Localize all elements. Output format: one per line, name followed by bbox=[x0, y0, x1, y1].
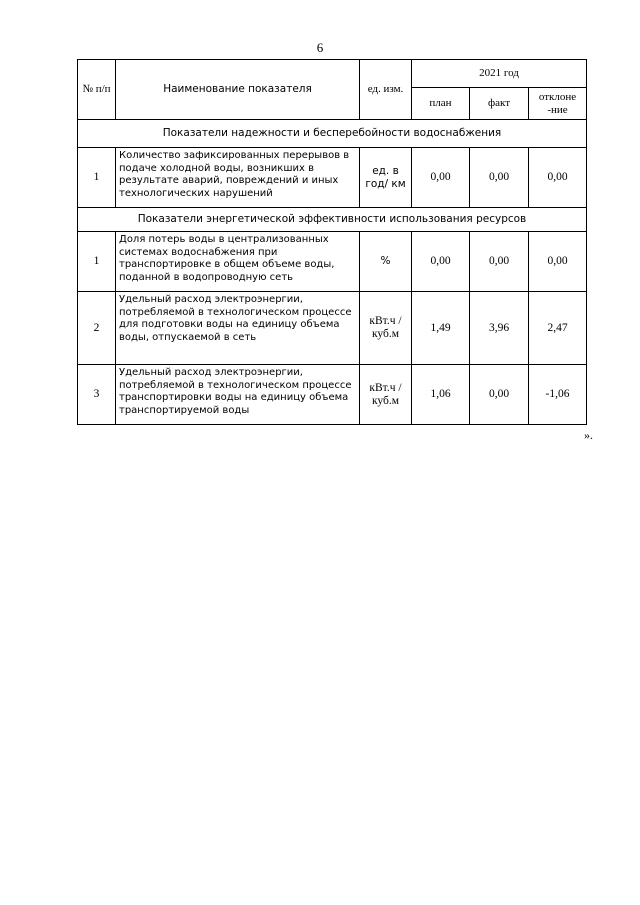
row-plan: 1,06 bbox=[412, 365, 470, 425]
table-row bbox=[78, 292, 587, 365]
row-num: 1 bbox=[78, 148, 116, 208]
section-row bbox=[78, 120, 587, 148]
row-unit: % bbox=[360, 232, 412, 292]
row-name: Удельный расход электроэнергии, потребляемой в технологическом процессе транспортировки воды на единицу объема транспортируемой воды bbox=[116, 365, 360, 425]
header-fact: факт bbox=[470, 88, 529, 120]
row-deviation: -1,06 bbox=[529, 365, 587, 425]
row-fact: 0,00 bbox=[470, 365, 529, 425]
page-number: 6 bbox=[316, 40, 324, 55]
row-fact: 0,00 bbox=[470, 148, 529, 208]
header-name: Наименование показателя bbox=[116, 60, 360, 120]
row-num: 3 bbox=[78, 365, 116, 425]
header-plan: план bbox=[412, 88, 470, 120]
table-row bbox=[78, 232, 587, 292]
header-deviation: отклоне -ние bbox=[529, 88, 587, 120]
row-plan: 0,00 bbox=[412, 148, 470, 208]
row-num: 1 bbox=[78, 232, 116, 292]
row-num: 2 bbox=[78, 292, 116, 365]
row-plan: 0,00 bbox=[412, 232, 470, 292]
header-unit: ед. изм. bbox=[360, 60, 412, 120]
header-num: № п/п bbox=[78, 60, 116, 120]
section-row bbox=[78, 208, 587, 232]
row-plan: 1,49 bbox=[412, 292, 470, 365]
row-fact: 0,00 bbox=[470, 232, 529, 292]
row-name: Удельный расход электроэнергии, потребляемой в технологическом процессе для подготовки воды на единицу объема воды, отпускаемой в сеть bbox=[116, 292, 360, 365]
header-year: 2021 год bbox=[412, 60, 587, 88]
row-unit: ед. в год/ км bbox=[360, 148, 412, 208]
row-name: Количество зафиксированных перерывов в подаче холодной воды, возникших в результате аварий, повреждений и иных технологических нарушений bbox=[116, 148, 360, 208]
indicators-table bbox=[77, 59, 587, 425]
table-row bbox=[78, 365, 587, 425]
section-title: Показатели надежности и бесперебойности водоснабжения bbox=[78, 120, 587, 148]
row-deviation: 2,47 bbox=[529, 292, 587, 365]
row-deviation: 0,00 bbox=[529, 232, 587, 292]
row-fact: 3,96 bbox=[470, 292, 529, 365]
section-title: Показатели энергетической эффективности использования ресурсов bbox=[78, 208, 587, 232]
closing-quote-mark: ». bbox=[584, 428, 593, 442]
row-deviation: 0,00 bbox=[529, 148, 587, 208]
table-header-row bbox=[78, 60, 587, 88]
row-unit: кВт.ч / куб.м bbox=[360, 365, 412, 425]
table-row bbox=[78, 148, 587, 208]
row-name: Доля потерь воды в централизованных системах водоснабжения при транспортировке в общем объеме воды, поданной в водопроводную сеть bbox=[116, 232, 360, 292]
row-unit: кВт.ч / куб.м bbox=[360, 292, 412, 365]
